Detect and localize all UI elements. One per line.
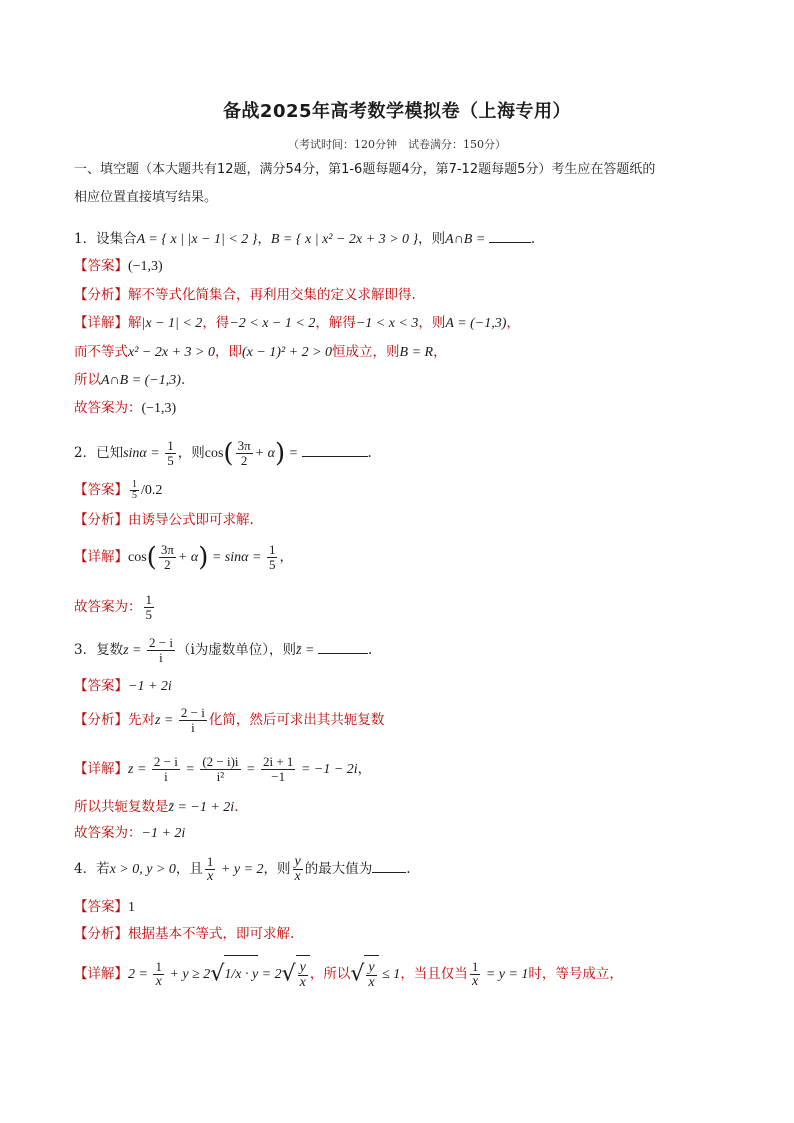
- question-1-final: 故答案为：(−1,3): [74, 400, 177, 416]
- exam-info: （考试时间：120分钟 试卷满分：150分）: [288, 138, 506, 151]
- question-1-detail-2: 而不等式x² − 2x + 3 > 0，即(x − 1)² + 2 > 0恒成立，则B = R，: [74, 344, 447, 360]
- question-1-detail-3: 所以A∩B = (−1,3).: [74, 372, 186, 388]
- question-4-answer: 【答案】1: [74, 899, 135, 915]
- answer-blank: [489, 228, 531, 243]
- answer-blank: [372, 858, 406, 873]
- fraction: $\frac{1}{5}$: [167, 438, 174, 468]
- question-3-answer: 【答案】−1 + 2i: [74, 678, 172, 694]
- question-2-stem: 2．已知sinα = $\frac{1}{5}$ ，则cos( $\frac{3\pi}{2}$ + α) = .: [74, 438, 372, 469]
- question-1-detail-1: 【详解】解|x − 1| < 2，得−2 < x − 1 < 2，解得−1 < x < 3，则A = (−1,3)，: [74, 315, 520, 331]
- question-2-analysis: 【分析】由诱导公式即可求解.: [74, 512, 254, 528]
- question-1-answer: 【答案】(−1,3): [74, 258, 163, 274]
- question-1-stem: 1．设集合A = { x | |x − 1| < 2 }，B = { x | x² − 2x + 3 > 0 }，则A∩B = .: [74, 228, 535, 250]
- question-3-conjugate: 所以共轭复数是z̄ = −1 + 2i.: [74, 799, 239, 815]
- question-1-analysis: 【分析】解不等式化简集合，再利用交集的定义求解即得.: [74, 287, 416, 303]
- question-4-analysis: 【分析】根据基本不等式，即可求解.: [74, 926, 295, 942]
- question-4-stem: 4．若x > 0, y > 0，且 $\frac{1}{x}$ + y = 2，则 $\frac{y}{x}$ 的最大值为 .: [74, 854, 411, 884]
- section-heading-line-1: 一、填空题（本大题共有12题，满分54分，第1-6题每题4分，第7-12题每题5分）考生应在答题纸的: [74, 162, 656, 177]
- square-root: √1/x · y: [210, 955, 258, 994]
- question-2-detail: 【详解】cos( $\frac{3\pi}{2}$ + α) = sinα = $\frac{1}{5}$ ，: [74, 542, 293, 573]
- page-title: 备战2025年高考数学模拟卷（上海专用）: [222, 101, 572, 122]
- question-3-final: 故答案为：−1 + 2i: [74, 825, 186, 841]
- fraction: $\frac{3\pi}{2}$: [237, 438, 251, 468]
- question-3-detail: 【详解】z = $\frac{2 - i}{i}$ = $\frac{(2 - i)i}{\text{i²}}$ = $\frac{2i + 1}{-1}$ = −1 − 2i，: [74, 754, 372, 784]
- answer-blank: [302, 442, 368, 457]
- question-2-final: 故答案为： $\frac{1}{5}$: [74, 592, 152, 622]
- question-3-analysis: 【分析】先对z = $\frac{2 - i}{i}$ 化简，然后可求出其共轭复数: [74, 705, 385, 735]
- section-heading-line-2: 相应位置直接填写结果。: [74, 190, 218, 205]
- question-4-detail: 【详解】2 = $\frac{1}{x}$ + y ≥ 2√1/x · y = 2√ $\frac{y}{x}$ ，所以√ $\frac{y}{x}$ ≤ 1，当且仅当 $\frac{1}{x}$ = y = 1时，等号成立，: [74, 955, 623, 994]
- question-2-answer: 【答案】 $\frac{1}{5}$ /0.2: [74, 479, 163, 501]
- answer-blank: [318, 639, 368, 654]
- question-3-stem: 3．复数z = $\frac{2 - i}{i}$ （i为虚数单位），则z̄ = .: [74, 635, 373, 665]
